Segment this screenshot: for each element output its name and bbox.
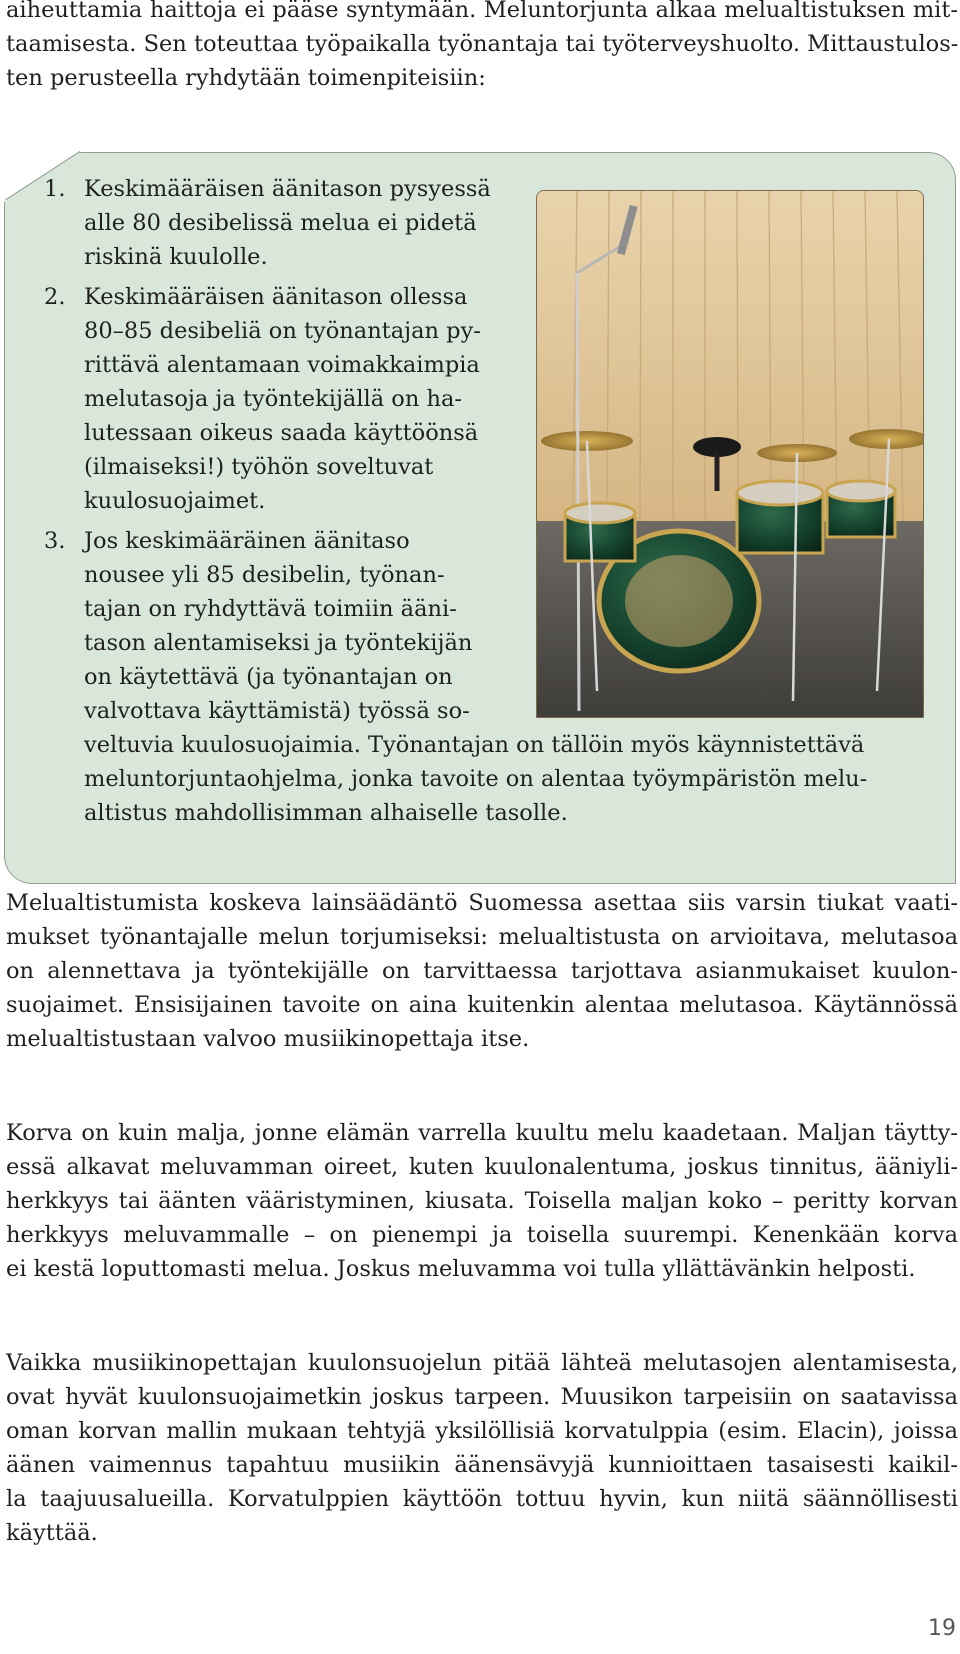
list-item-3-line: on käytettävä (ja työnantajan on [84, 664, 453, 690]
paragraph-line: Korva on kuin malja, jonne elämän varrella kuultu melu kaadetaan. Maljan täytty- [6, 1120, 958, 1146]
list-item-2-line: melutasoja ja työntekijällä on ha- [84, 386, 462, 412]
paragraph-line: oman korvan mallin mukaan tehtyjä yksilöllisiä korvatulppia (esim. Elacin), joissa [6, 1418, 958, 1444]
list-item-1-line: Keskimääräisen äänitason pysyessä [84, 176, 491, 202]
list-number-2: 2. [44, 284, 66, 310]
list-item-3-line: Jos keskimääräinen äänitaso [84, 528, 410, 554]
drum-kit-photo [536, 190, 924, 718]
paragraph-line: on alennettava ja työntekijälle on tarvittaessa tarjottava asianmukaiset kuulon- [6, 958, 958, 984]
paragraph-line: essä alkavat meluvamman oireet, kuten kuulonalentuma, joskus tinnitus, ääniyli- [6, 1154, 958, 1180]
list-item-3-line: altistus mahdollisimman alhaiselle tasolle. [84, 800, 568, 826]
body-paragraph [6, 1346, 958, 1550]
paragraph-line: melualtistustaan valvoo musiikinopettaja itse. [6, 1026, 530, 1052]
intro-line: taamisesta. Sen toteuttaa työpaikalla työnantaja tai työterveyshuolto. Mittaustulos- [6, 31, 958, 57]
list-item-3-line: nousee yli 85 desibelin, työnan- [84, 562, 445, 588]
list-item-2-line: Keskimääräisen äänitason ollessa [84, 284, 468, 310]
list-item-2-line: (ilmaiseksi!) työhön soveltuvat [84, 454, 434, 480]
list-item-3-line: valvottava käyttämistä) työssä so- [84, 698, 470, 724]
list-item-3-line: tason alentamiseksi ja työntekijän [84, 630, 473, 656]
paragraph-line: ovat hyvät kuulonsuojaimetkin joskus tarpeen. Muusikon tarpeisiin on saatavissa [6, 1384, 958, 1410]
paragraph-line: käyttää. [6, 1520, 98, 1546]
paragraph-line: ei kestä loputtomasti melua. Joskus meluvamma voi tulla yllättävänkin helposti. [6, 1256, 916, 1282]
list-item-3-line: tajan on ryhdyttävä toimiin ääni- [84, 596, 457, 622]
list-item-2-line: lutessaan oikeus saada käyttöönsä [84, 420, 479, 446]
page-number: 19 [928, 1616, 956, 1641]
drum-kit-illustration [537, 191, 923, 717]
body-paragraph [6, 886, 958, 1056]
intro-paragraph [6, 0, 958, 95]
list-item-3-line: meluntorjuntaohjelma, jonka tavoite on alentaa työympäristön melu- [84, 766, 868, 792]
paragraph-line: Vaikka musiikinopettajan kuulonsuojelun pitää lähteä melutasojen alentamisesta, [6, 1350, 958, 1376]
list-item-1-line: alle 80 desibelissä melua ei pidetä [84, 210, 477, 236]
list-number-3: 3. [44, 528, 66, 554]
intro-line: aiheuttamia haittoja ei pääse syntymään. Meluntorjunta alkaa melualtistuksen mit- [6, 0, 958, 23]
paragraph-line: mukset työnantajalle melun torjumiseksi: melualtistusta on arvioitava, melutasoa [6, 924, 958, 950]
list-number-1: 1. [44, 176, 66, 202]
list-item-2-line: kuulosuojaimet. [84, 488, 266, 514]
paragraph-line: Melualtistumista koskeva lainsäädäntö Suomessa asettaa siis varsin tiukat vaati- [6, 890, 958, 916]
list-item-3-line: veltuvia kuulosuojaimia. Työnantajan on tällöin myös käynnistettävä [84, 732, 865, 758]
paragraph-line: äänen vaimennus tapahtuu musiikin äänensävyjä kunnioittaen tasaisesti kaikil- [6, 1452, 958, 1478]
list-item-2-line: 80–85 desibeliä on työnantajan py- [84, 318, 481, 344]
paragraph-line: herkkyys meluvammalle – on pienempi ja toisella suurempi. Kenenkään korva [6, 1222, 958, 1248]
list-item-2-line: rittävä alentamaan voimakkaimpia [84, 352, 480, 378]
paragraph-line: suojaimet. Ensisijainen tavoite on aina kuitenkin alentaa melutasoa. Käytännössä [6, 992, 958, 1018]
paragraph-line: la taajuusalueilla. Korvatulppien käyttöön tottuu hyvin, kun niitä säännöllisesti [6, 1486, 958, 1512]
intro-line: ten perusteella ryhdytään toimenpiteisiin: [6, 65, 486, 91]
body-paragraph [6, 1116, 958, 1286]
paragraph-line: herkkyys tai äänten vääristyminen, kiusata. Toisella maljan koko – peritty korvan [6, 1188, 958, 1214]
list-item-1-line: riskinä kuulolle. [84, 244, 268, 270]
